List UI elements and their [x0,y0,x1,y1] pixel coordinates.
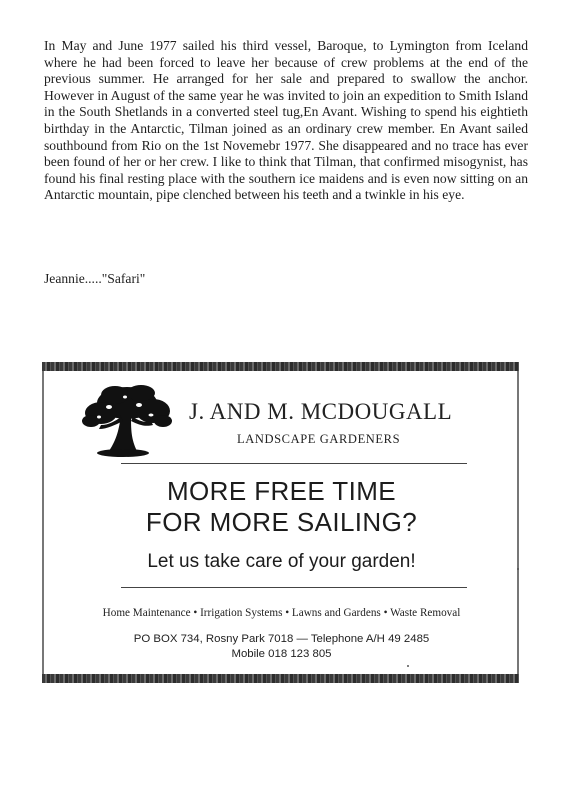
contact-address: PO BOX 734, Rosny Park 7018 — Telephone A/H 49 2485 [133,633,430,645]
headline-line-1: MORE FREE TIME [166,476,397,506]
company-tagline: LANDSCAPE GARDENERS [237,432,401,446]
services-list: Home Maintenance • Irrigation Systems • Lawns and Gardens • Waste Removal [102,607,461,619]
article-body [44,38,528,204]
ad-top-border [42,362,519,371]
print-speck [517,568,519,570]
divider-top [121,463,467,464]
divider-bottom [121,587,467,588]
company-name: J. AND M. MCDOUGALL [189,399,453,424]
tree-icon [79,381,175,465]
headline-line-2: FOR MORE SAILING? [145,507,418,537]
advertisement [42,362,519,683]
print-speck [407,665,409,667]
contact-mobile: Mobile 018 123 805 [231,648,332,660]
article-paragraph: In May and June 1977 sailed his third vessel, Baroque, to Lymington from Iceland where he had been forced to leave her because of crew problems at the end of the previous summer. He arranged for her sale and prepared to swallow the anchor. However in August of the same year he was invited to join an expedition to Smith Island in the South Shetlands in a converted steel tug,En Avant. Wishing to spend his eightieth birthday in the Antarctic, Tilman joined as an ordinary crew member. En Avant sailed southbound from Rio on the 1st Novemebr 1977. She disappeared and no trace has ever been found of her or her crew. I like to think that Tilman, that confirmed misogynist, has found his final resting place with the southern ice maidens and is even now sitting on an Antarctic mountain, pipe clenched between his teeth and a twinkle in his eye. [44,38,528,203]
article-signoff: Jeannie....."Safari" [44,271,146,286]
ad-subhead: Let us take care of your garden! [147,551,416,572]
ad-bottom-border [42,674,519,683]
